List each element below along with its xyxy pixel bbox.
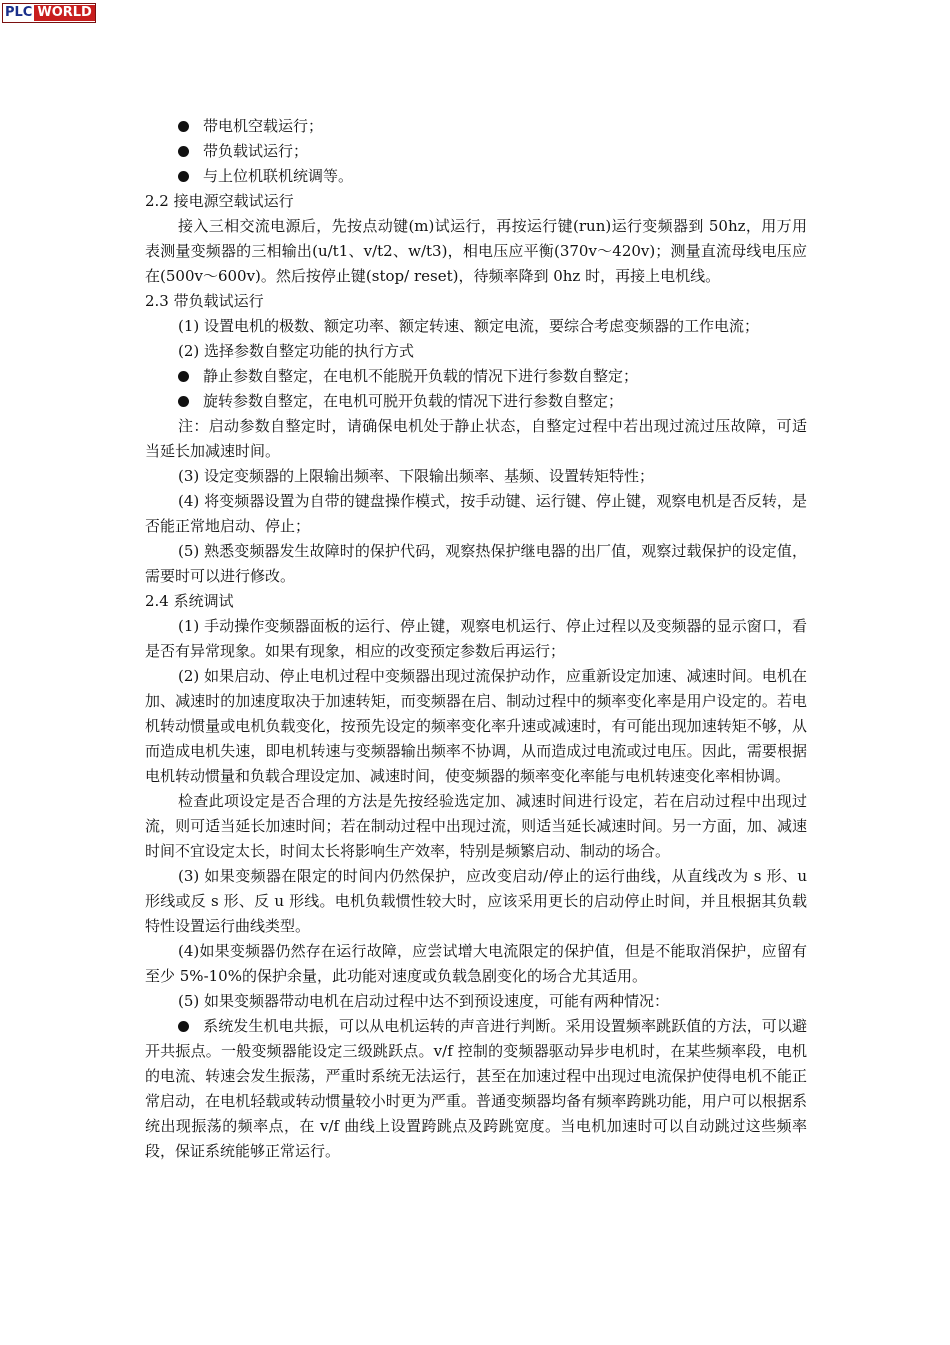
list-item: (1) 手动操作变频器面板的运行、停止键，观察电机运行、停止过程以及变频器的显示窗口，看是否有异常现象。如果有现象，相应的改变预定参数后再运行； <box>145 617 807 660</box>
bullet-item <box>145 164 807 189</box>
list-item: (5) 熟悉变频器发生故障时的保护代码，观察热保护继电器的出厂值，观察过载保护的设定值，需要时可以进行修改。 <box>145 542 807 585</box>
list-item: (5) 如果变频器带动电机在启动过程中达不到预设速度，可能有两种情况： <box>178 992 670 1010</box>
bullet-text: 静止参数自整定，在电机不能脱开负载的情况下进行参数自整定； <box>203 367 639 385</box>
list-item: (4) 将变频器设置为自带的键盘操作模式，按手动键、运行键、停止键，观察电机是否反转，是否能正常地启动、停止； <box>145 492 807 535</box>
list-item: (1) 设置电机的极数、额定功率、额定转速、额定电流，要综合考虑变频器的工作电流； <box>178 317 760 335</box>
note-paragraph: 注：启动参数自整定时，请确保电机处于静止状态，自整定过程中若出现过流过压故障，可适当延长加减速时间。 <box>145 417 807 460</box>
bullet-icon <box>178 146 189 157</box>
plc-world-logo <box>2 3 96 23</box>
bullet-text: 与上位机联机统调等。 <box>203 167 354 185</box>
bullet-item <box>145 139 807 164</box>
bullet-item <box>145 1014 807 1164</box>
list-item: (3) 如果变频器在限定的时间内仍然保护，应改变启动/停止的运行曲线，从直线改为 s 形、u 形线或反 s 形、反 u 形线。电机负载惯性较大时，应该采用更长的启动停止时间，并且根据其负载特性设置运行曲线类型。 <box>145 867 807 935</box>
bullet-icon <box>178 371 189 382</box>
list-item: (2) 选择参数自整定功能的执行方式 <box>178 342 415 360</box>
list-item: (3) 设定变频器的上限输出频率、下限输出频率、基频、设置转矩特性； <box>178 467 655 485</box>
document-body <box>145 114 807 1164</box>
list-item: (2) 如果启动、停止电机过程中变频器出现过流保护动作，应重新设定加速、减速时间。电机在加、减速时的加速度取决于加速转矩，而变频器在启、制动过程中的频率变化率是用户设定的。若电机转动惯量或电机负载变化，按预先设定的频率变化率升速或减速时，有可能出现加速转矩不够，从而造成电机失速，即电机转速与变频器输出频率不协调，从而造成过电流或过电压。因此，需要根据电机转动惯量和负载合理设定加、减速时间，使变频器的频率变化率能与电机转速变化率相协调。 <box>145 667 807 785</box>
section-heading-2-4: 2.4 系统调试 <box>145 592 234 610</box>
bullet-icon <box>178 396 189 407</box>
bullet-item <box>145 364 807 389</box>
bullet-text: 带负载试运行； <box>203 142 309 160</box>
bullet-text: 旋转参数自整定，在电机可脱开负载的情况下进行参数自整定； <box>203 392 624 410</box>
bullet-text: 系统发生机电共振，可以从电机运转的声音进行判断。采用设置频率跳跃值的方法，可以避开共振点。一般变频器能设定三级跳跃点。v/f 控制的变频器驱动异步电机时，在某些频率段，电机的电流、转速会发生振荡，严重时系统无法运行，甚至在加速过程中出现过电流保护使得电机不能正常启动，在电机轻载或转动惯量较小时更为严重。普通变频器均备有频率跨跳功能，用户可以根据系统出现振荡的频率点，在 v/f 曲线上设置跨跳点及跨跳宽度。当电机加速时可以自动跳过这些频率段，保证系统能够正常运行。 <box>145 1017 807 1160</box>
check-paragraph: 检查此项设定是否合理的方法是先按经验选定加、减速时间进行设定，若在启动过程中出现过流，则可适当延长加速时间；若在制动过程中出现过流，则适当延长减速时间。另一方面，加、减速时间不宜设定太长，时间太长将影响生产效率，特别是频繁启动、制动的场合。 <box>145 792 807 860</box>
logo-world-text: WORLD <box>34 5 94 21</box>
list-item: (4)如果变频器仍然存在运行故障，应尝试增大电流限定的保护值，但是不能取消保护，应留有至少 5%-10%的保护余量，此功能对速度或负载急剧变化的场合尤其适用。 <box>145 942 807 985</box>
section-heading-2-3: 2.3 带负载试运行 <box>145 292 264 310</box>
paragraph-power-test: 接入三相交流电源后，先按点动键(m)试运行，再按运行键(run)运行变频器到 50hz，用万用表测量变频器的三相输出(u/t1、v/t2、w/t3)，相电压应平衡(370v～420v)；测量直流母线电压应在(500v～600v)。然后按停止键(stop/ reset)，待频率降到 0hz 时，再接上电机线。 <box>145 217 807 285</box>
bullet-item <box>145 389 807 414</box>
bullet-icon <box>178 1021 189 1032</box>
bullet-icon <box>178 121 189 132</box>
section-heading-2-2: 2.2 接电源空载试运行 <box>145 192 294 210</box>
bullet-item <box>145 114 807 139</box>
logo-plc-text: PLC <box>5 5 33 20</box>
bullet-text: 带电机空载运行； <box>203 117 324 135</box>
bullet-icon <box>178 171 189 182</box>
